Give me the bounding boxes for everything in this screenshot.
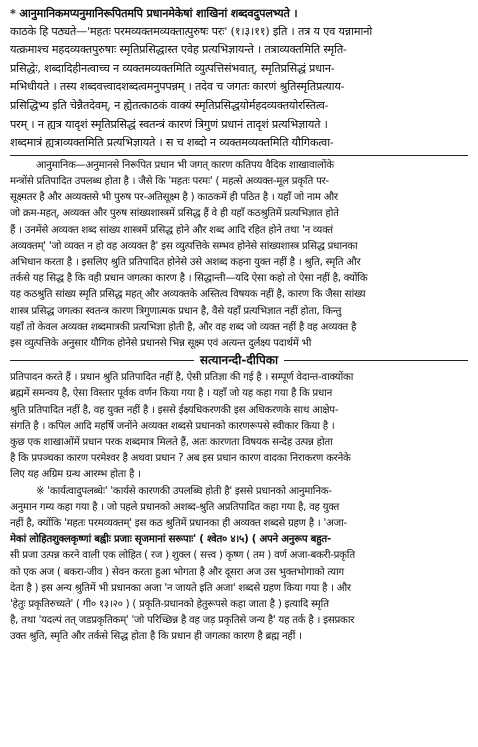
dipika-line: संगति है । कपिल आदि महर्षि जनोंने अव्यक्त शब्दसे प्रधानको कारणरूपसे स्वीकार किया है ।	[10, 420, 335, 432]
bhashya-line: शब्दमात्रं ह्यत्राव्यक्तमिति प्रत्यभिज्ञायते । स च शब्दो न व्यक्तमव्यक्तमिति यौगिकत्वा-	[10, 136, 334, 150]
translation-line: अभिधान करता है । इसलिए श्रुति प्रतिपादित होनेसे उसे अशब्द कहना युक्त नहीं है । श्रुति, स्मृति और	[10, 256, 361, 268]
dipika-line: ब्रह्ममें समन्वय है, ऐसा विस्तार पूर्वक वर्णन किया गया है । यहाँ जो यह कहा गया है कि प्रधान	[10, 388, 333, 400]
bhashya-line: प्रसिद्धेः, शब्दादिहीनत्वाच्च न व्यक्तमव्यक्तमिति व्युत्पत्तिसंभवात्, स्मृतिप्रसिद्धं प्रधान-	[10, 61, 335, 75]
translation-line: जो क्रम-महत्, अव्यक्त और पुरुष सांख्यशास्त्रमें प्रसिद्ध हैं वे ही यहाँ कठश्रुतिमें प्रत्यभिज्ञात होते	[10, 208, 339, 220]
translation-line: यहाँ तो केवल अव्यक्त शब्दमात्रकी प्रत्यभिज्ञा होती है, और वह शब्द जो व्यक्त नहीं है वह अव्यक्त है	[10, 321, 357, 333]
translation-line: मन्त्रोंसे प्रतिपादित उपलब्ध होता है । जैसे कि 'महतः परमः' ( महत्से अव्यक्त-मूल प्रकृति पर-	[10, 175, 329, 187]
bhashya-line: प्रसिद्धिभ्य इति चेन्नैतदेवम्, न ह्येतत्काठकं वाक्यं स्मृतिप्रसिद्धयोर्महदव्यक्तयोरस्तित्व-	[10, 98, 329, 112]
section-heading	[10, 352, 468, 369]
dipika-line: प्रतिपादन करते हैं । प्रधान श्रुति प्रतिपादित नहीं है, ऐसी प्रतिज्ञा की गई है । सम्पूर्ण वेदान्त-वाक्योंका	[10, 372, 354, 384]
bhashya-text-block	[10, 4, 468, 156]
dipika-line: उक्त श्रुति, स्मृति और तर्कसे सिद्ध होता है कि प्रधान ही जगत्का कारण है ब्रह्म नहीं ।	[10, 631, 302, 643]
dipika-line: है, तथा 'यदल्पं तत् जडप्रकृतिकम्' 'जो परिच्छिन्न है वह जड़ प्रकृतिसे जन्य है' यह तर्क है । इसप्रकार	[10, 615, 355, 627]
translation-line: आनुमानिक—अनुमानसे निरूपित प्रधान भी जगत् कारण कतिपय वैदिक शाखावालोंके	[36, 159, 334, 171]
bhashya-line: मभिधीयते । तस्य शब्दवत्त्वादशब्दत्वमनुपपन्नम् । तदेव च जगतः कारणं श्रुतिस्मृतिप्रत्याय-	[10, 80, 345, 94]
translation-line: शास्त्र प्रसिद्ध जगत्का स्वतन्त्र कारण त्रिगुणात्मक प्रधान है, वैसे यहाँ प्रत्यभिज्ञात नहीं होता, किन्तु	[10, 305, 342, 317]
translation-line: सूक्ष्मतर है और अव्यक्तसे भी पुरुष पर-अतिसूक्ष्म है ) काठकमें ही पठित है । यहाँ जो नाम और	[10, 192, 338, 204]
dipika-line: मेकां लोहितशुक्लकृष्णां बह्वीः प्रजाः सृजमानां सरूपाः' ( श्वेत० ४।५) ( अपने अनुरूप बहुत-	[10, 534, 331, 546]
bhashya-line: परम् । न ह्यत्र यादृशं स्मृतिप्रसिद्धं स्वतन्त्रं कारणं त्रिगुणं प्रधानं तादृशं प्रत्यभिज्ञायते ।	[10, 117, 328, 131]
bhashya-line: काठके हि पठ्यते—'महतः परमव्यक्तमव्यक्तात्पुरुषः परः' (१।३।११) इति । तत्र य एव यन्नामानो	[10, 24, 373, 38]
translation-block	[10, 158, 468, 352]
translation-line: तर्कसे यह सिद्ध है कि वही प्रधान जगत्का कारण है । सिद्धान्ती—यदि ऐसा कहो तो ऐसा नहीं है, क्योंकि	[10, 273, 368, 285]
dipika-line: कुछ एक शाखाओंमें प्रधान परक शब्दमात्र मिलते हैं, अतः कारणता विषयक सन्देह उत्पन्न होता	[10, 437, 333, 448]
dipika-block	[10, 370, 468, 645]
dipika-line: को एक अज ( बकरा-जीव ) सेवन करता हुआ भोगता है और दूसरा अज उस भुक्तभोगाको त्याग	[10, 566, 344, 578]
dipika-line: ※ 'कार्यत्वादुपलब्धेः' 'कार्यसे कारणकी उपलब्धि होती है' इससे प्रधानको आनुमानिक-	[36, 485, 332, 497]
translation-line: हैं । उनमेंसे अव्यक्त शब्द सांख्य शास्त्रमें प्रसिद्ध होने और शब्द आदि रहित होने तथा 'न व्यक्तं	[10, 224, 333, 236]
dipika-line: लिए यह अग्रिम ग्रन्थ आरम्भ होता है ।	[10, 469, 141, 481]
dipika-line: सी प्रजा उत्पन्न करने वाली एक लोहित ( रज ) शुक्ल ( सत्त्व ) कृष्ण ( तम ) वर्ण अजा-बकरी-प्रकृति	[10, 550, 355, 562]
bhashya-line: यत्क्रमाश्च महदव्यक्तपुरुषाः स्मृतिप्रसिद्धास्त एवेह प्रत्यभिज्ञायन्ते । तत्राव्यक्तमिति स्मृति-	[10, 43, 347, 57]
dipika-line: है कि प्रपञ्चका कारण परमेश्वर है अथवा प्रधान ? अब इस प्रधान कारण वादका निराकरण करनेके	[10, 453, 351, 465]
translation-line: यह कठश्रुति सांख्य स्मृति प्रसिद्ध महत् और अव्यक्तके अस्तित्व विषयक नहीं है, कारण कि जैसा सांख्य	[10, 289, 366, 301]
dipika-line: 'हेतुः प्रकृतिरुच्यते' ( गी० १३।२० ) ( प्रकृति-प्रधानको हेतुरूपसे कहा जाता है ) इत्यादि स्मृति	[10, 599, 329, 611]
dipika-line: देता है ) इस अन्य श्रुतिमें भी प्रधानका अजा 'न जायते इति अजा' शब्दसे ग्रहण किया गया है । और	[10, 582, 351, 594]
dipika-line: श्रुति प्रतिपादित नहीं है, वह युक्त नहीं है । इससे ईक्ष्यधिकरणकी इस अधिकरणके साथ आक्षेप-	[10, 404, 339, 416]
translation-line: अव्यक्तम्' 'जो व्यक्त न हो वह अव्यक्त है' इस व्युत्पत्तिके सम्भव होनेसे सांख्यशास्त्र प्रसिद्ध प्रधानका	[10, 240, 358, 252]
dipika-line: नहीं है, क्योंकि 'महतः परमव्यक्तम्' इस कठ श्रुतिमें प्रधानका ही अव्यक्त शब्दसे ग्रहण है । 'अजा-	[10, 518, 347, 530]
bhashya-line: * आनुमानिकमप्यनुमानिरूपितमपि प्रधानमेकेषां शाखिनां शब्दवदुपलभ्यते ।	[10, 6, 298, 20]
dipika-line: अनुमान गम्य कहा गया है । जो पहले प्रधानको अशब्द-श्रुति अप्रतिपादित कहा गया है, वह युक्त	[10, 501, 340, 513]
translation-line: इस व्युत्पत्तिके अनुसार यौगिक होनेसे प्रधानसे भिन्न सूक्ष्म एवं अत्यन्त दुर्लक्ष्य पदार्थमें भी	[10, 337, 312, 349]
section-title: सत्यानन्दी-दीपिका	[194, 353, 284, 367]
